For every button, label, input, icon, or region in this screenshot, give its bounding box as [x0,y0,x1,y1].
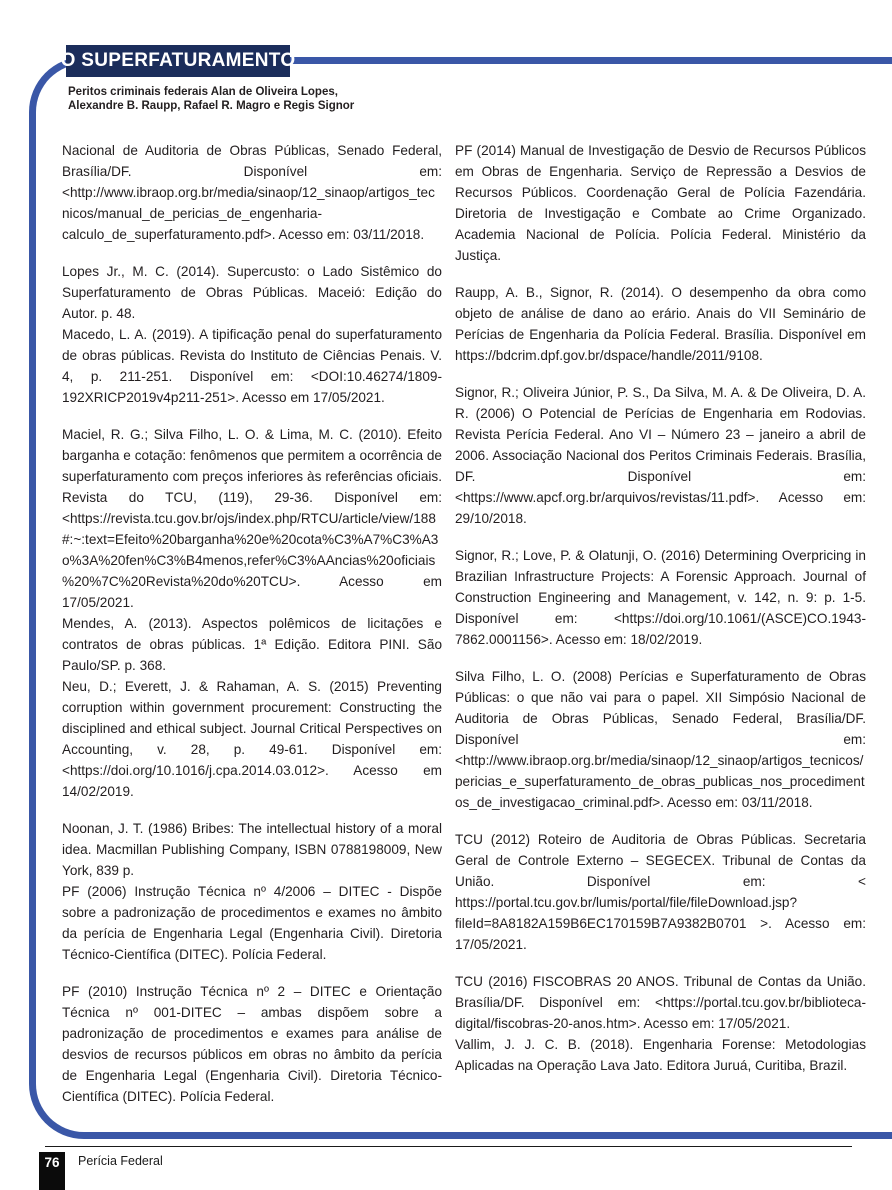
reference-entry: Macedo, L. A. (2019). A tipificação penal do superfaturamento de obras públicas. Revista do Instituto de Ciências Penais. V. 4, p. 211-251. Disponível em: <DOI:10.46274/1809-192XRICP2019v4p211-251>. Acesso em 17/05/2021. [62,327,442,405]
authors-line-1: Peritos criminais federais Alan de Oliveira Lopes, [68,86,338,98]
reference-entry: Signor, R.; Oliveira Júnior, P. S., Da Silva, M. A. & De Oliveira, D. A. R. (2006) O Potencial de Perícias de Engenharia em Rodovias. Revista Perícia Federal. Ano VI – Número 23 – janeiro a abril de 2006. Associação Nacional dos Peritos Criminais Federais. Brasília, DF. Disponível em: <https://www.apcf.org.br/arquivos/revistas/11.pdf>. Acesso em: 29/10/2018. [455,385,866,526]
reference-entry: PF (2014) Manual de Investigação de Desvio de Recursos Públicos em Obras de Engenharia. Serviço de Repressão a Desvios de Recursos Públicos. Coordenação Geral de Polícia Fazendária. Diretoria de Investigação e Combate ao Crime Organizado. Academia Nacional de Polícia. Polícia Federal. Ministério da Justiça. [455,143,866,263]
reference-entry: Mendes, A. (2013). Aspectos polêmicos de licitações e contratos de obras públicas. 1ª Edição. Editora PINI. São Paulo/SP. p. 368. [62,616,442,673]
references-column-left [62,140,442,1107]
article-title-box [60,45,296,77]
footer-divider [45,1146,852,1147]
references-column-right [455,140,866,1076]
reference-entry: Signor, R.; Love, P. & Olatunji, O. (2016) Determining Overpricing in Brazilian Infrastructure Projects: A Forensic Approach. Journal of Construction Engineering and Management, v. 142, n. 9: p. 1-5. Disponível em: <https://doi.org/10.1061/(ASCE)CO.1943-7862.0001156>. Acesso em: 18/02/2019. [455,548,866,647]
reference-entry: Noonan, J. T. (1986) Bribes: The intellectual history of a moral idea. Macmillan Publishing Company, ISBN 0788198009, New York, 839 p. [62,821,442,878]
reference-entry: Neu, D.; Everett, J. & Rahaman, A. S. (2015) Preventing corruption within government procurement: Constructing the disciplined and ethical subject. Journal Critical Perspectives on Accounting, v. 28, p. 49-61. Disponível em: <https://doi.org/10.1016/j.cpa.2014.03.012>. Acesso em 14/02/2019. [62,679,442,799]
reference-entry: Nacional de Auditoria de Obras Públicas, Senado Federal, Brasília/DF. Disponível em: <http://www.ibraop.org.br/media/sinaop/12_sinaop/artigos_tecnicos/manual_de_pericias_de_engenharia-calculo_de_superfaturamento.pdf>. Acesso em: 03/11/2018. [62,143,442,242]
reference-entry: TCU (2016) FISCOBRAS 20 ANOS. Tribunal de Contas da União. Brasília/DF. Disponível em: <https://portal.tcu.gov.br/biblioteca-digital/fiscobras-20-anos.htm>. Acesso em: 17/05/2021. [455,974,866,1031]
magazine-title: Perícia Federal [78,1154,163,1168]
reference-entry: PF (2006) Instrução Técnica nº 4/2006 – DITEC - Dispõe sobre a padronização de procedimentos e exames no âmbito da perícia de Engenharia Legal (Engenharia Civil). Diretoria Técnico-Científica (DITEC). Polícia Federal. [62,884,442,962]
reference-entry: Lopes Jr., M. C. (2014). Supercusto: o Lado Sistêmico do Superfaturamento de Obras Públicas. Maceió: Edição do Autor. p. 48. [62,264,442,321]
authors-line-2: Alexandre B. Raupp, Rafael R. Magro e Regis Signor [68,99,355,112]
reference-entry: Silva Filho, L. O. (2008) Perícias e Superfaturamento de Obras Públicas: o que não vai para o papel. XII Simpósio Nacional de Auditoria de Obras Públicas, Senado Federal, Brasília/DF. Disponível em: <http://www.ibraop.org.br/media/sinaop/12_sinaop/artigos_tecnicos/pericias_e_superfaturamento_de_obras_publicas_nos_procedimentos_de_investigacao_criminal.pdf>. Acesso em: 03/11/2018. [455,669,866,810]
reference-entry: PF (2010) Instrução Técnica nº 2 – DITEC e Orientação Técnica nº 001-DITEC – ambas dispõem sobre a padronização de procedimentos e exames para análise de desvios de recursos públicos em obras no âmbito da perícia de Engenharia Legal (Engenharia Civil). Diretoria Técnico-Científica (DITEC). Polícia Federal. [62,984,442,1104]
reference-entry: TCU (2012) Roteiro de Auditoria de Obras Públicas. Secretaria Geral de Controle Externo – SEGECEX. Tribunal de Contas da União. Disponível em: < https://portal.tcu.gov.br/lumis/portal/file/fileDownload.jsp?fileId=8A8182A159B6EC170159B7A9382B0701 >. Acesso em: 17/05/2021. [455,832,866,952]
article-title: O SUPERFATURAMENTO [60,50,296,71]
reference-entry: Raupp, A. B., Signor, R. (2014). O desempenho da obra como objeto de análise de dano ao erário. Anais do VII Seminário de Perícias de Engenharia da Polícia Federal. Brasília. Disponível em https://bdcrim.dpf.gov.br/dspace/handle/2011/9108. [455,285,866,363]
page-number: 76 [39,1152,65,1190]
reference-entry: Maciel, R. G.; Silva Filho, L. O. & Lima, M. C. (2010). Efeito barganha e cotação: fenômenos que permitem a ocorrência de superfaturamento com preços inferiores às referências oficiais. Revista do TCU, (119), 29-36. Disponível em: <https://revista.tcu.gov.br/ojs/index.php/RTCU/article/view/188#:~:text=Efeito%20barganha%20e%20cota%C3%A7%C3%A3o%3A%20fen%C3%B4menos,refer%C3%AAncias%20oficiais%20%7C%20Revista%20do%20TCU>. Acesso em 17/05/2021. [62,427,442,610]
reference-entry: Vallim, J. J. C. B. (2018). Engenharia Forense: Metodologias Aplicadas na Operação Lava Jato. Editora Juruá, Curitiba, Brazil. [455,1037,866,1073]
authors-byline [68,86,354,113]
